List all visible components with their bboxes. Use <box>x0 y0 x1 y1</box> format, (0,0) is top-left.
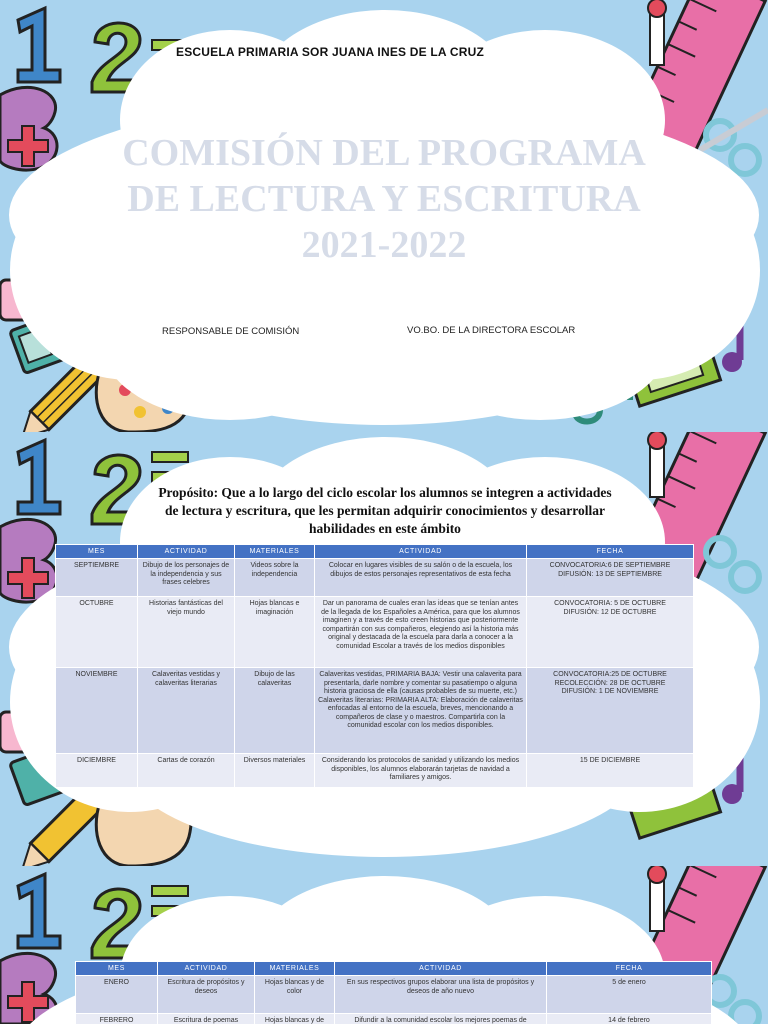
cell-materiales: Dibujo de las calaveritas <box>235 668 315 754</box>
cell-mes: OCTUBRE <box>56 597 138 668</box>
cell-materiales: Videos sobre la independencia <box>235 559 315 597</box>
table-row <box>56 559 694 597</box>
purpose-text: Propósito: Que a lo largo del ciclo escolar los alumnos se integren a actividades de lectura y escritura, que les permitan adquirir conocimientos y desarrollar habilidades en este ámbito <box>158 485 612 536</box>
table-row <box>76 1014 712 1024</box>
cell-materiales: Diversos materiales <box>235 754 315 788</box>
cell-fecha: 5 de enero <box>547 976 712 1014</box>
table-row <box>76 976 712 1014</box>
cell-actividad: Dibujo de los personajes de la independencia y sus frases celebres <box>138 559 235 597</box>
cell-descripcion: En sus respectivos grupos elaborar una lista de propósitos y deseos de año nuevo <box>335 976 547 1014</box>
activity-table-continued <box>75 961 712 1024</box>
cell-fecha: CONVOCATORIA:6 DE SEPTIEMBRE DIFUSIÓN: 13 DE SEPTIEMBRE <box>527 559 694 597</box>
header-actividad: ACTIVIDAD <box>158 962 255 976</box>
header-materiales: MATERIALES <box>235 545 315 559</box>
header-materiales: MATERIALES <box>255 962 335 976</box>
school-name: ESCUELA PRIMARIA SOR JUANA INES DE LA CRUZ <box>176 45 484 59</box>
commission-title <box>60 130 708 268</box>
cell-actividad: Cartas de corazón <box>138 754 235 788</box>
cell-fecha: CONVOCATORIA:25 DE OCTUBRE RECOLECCIÓN: 28 DE OCTUBRE DIFUSIÓN: 1 DE NOVIEMBRE <box>527 668 694 754</box>
equals-sign-icon <box>152 886 188 896</box>
equals-sign-icon <box>152 452 188 462</box>
cell-descripcion: Colocar en lugares visibles de su salón o de la escuela, los dibujos de estos personajes representativos de esta fecha <box>315 559 527 597</box>
cell-materiales: Hojas blancas e imaginación <box>235 597 315 668</box>
table-row <box>56 597 694 668</box>
cell-actividad: Escritura de poemas <box>158 1014 255 1024</box>
activity-table <box>55 544 694 788</box>
paintbrush-icon <box>650 442 664 497</box>
paintbrush-icon <box>650 876 664 931</box>
signature-director-label: VO.BO. DE LA DIRECTORA ESCOLAR <box>407 325 576 336</box>
header-fecha: FECHA <box>547 962 712 976</box>
table-header-row <box>56 545 694 559</box>
cell-mes: NOVIEMBRE <box>56 668 138 754</box>
cell-descripcion: Considerando los protocolos de sanidad y utilizando los medios disponibles, los alumnos elaborarán tarjetas de navidad a familiares y amigos. <box>315 754 527 788</box>
cover-page <box>0 0 768 432</box>
title-line: COMISIÓN DEL PROGRAMA <box>122 132 646 174</box>
cell-mes: FEBRERO <box>76 1014 158 1024</box>
cell-fecha: 15 DE DICIEMBRE <box>527 754 694 788</box>
cell-actividad: Calaveritas vestidas y calaveritas literarias <box>138 668 235 754</box>
cell-fecha: 14 de febrero <box>547 1014 712 1024</box>
cell-descripcion: Calaveritas vestidas, PRIMARIA BAJA: Vestir una calaverita para presentarla, darle nombre y comentar su pasatiempo o alguna historia graciosa de ella (causas probables de su muerte, etc.) Calaveritas literarias: PRIMARIA ALTA: Elaboración de calaveritas enfocadas al entorno de la escuela, breves, mencionando a compañeros de clase y o maestros. Compartirla con la comunidad escolar con los medios disponibles. <box>315 668 527 754</box>
header-actividad-descripcion: ACTIVIDAD <box>335 962 547 976</box>
cell-mes: DICIEMBRE <box>56 754 138 788</box>
table-row <box>56 668 694 754</box>
cell-descripcion: Dar un panorama de cuales eran las ideas que se tenían antes de la llegada de los Españoles a América, para que los alumnos imaginen y a través de esto creen historias que posteriormente compartirán con sus compañeros, elegiendo así la historia más original y destacada de la escuela para darla a conocer a la comunidad Escolar a través de los medios disponibles <box>315 597 527 668</box>
signature-responsible-label: RESPONSABLE DE COMISIÓN <box>162 326 300 337</box>
header-actividad: ACTIVIDAD <box>138 545 235 559</box>
header-actividad-descripcion: ACTIVIDAD <box>315 545 527 559</box>
cell-actividad: Historias fantásticas del viejo mundo <box>138 597 235 668</box>
title-line: 2021-2022 <box>301 224 467 266</box>
cell-materiales: Hojas blancas y de <box>255 1014 335 1024</box>
header-mes: MES <box>56 545 138 559</box>
cell-materiales: Hojas blancas y de color <box>255 976 335 1014</box>
header-fecha: FECHA <box>527 545 694 559</box>
plan-page <box>0 432 768 866</box>
cell-fecha: CONVOCATORIA: 5 DE OCTUBRE DIFUSIÓN: 12 DE OCTUBRE <box>527 597 694 668</box>
table-row <box>56 754 694 788</box>
plan-page-continued <box>0 866 768 1024</box>
title-line: DE LECTURA Y ESCRITURA <box>127 178 641 220</box>
cell-actividad: Escritura de propósitos y deseos <box>158 976 255 1014</box>
header-mes: MES <box>76 962 158 976</box>
cell-mes: ENERO <box>76 976 158 1014</box>
cell-mes: SEPTIEMBRE <box>56 559 138 597</box>
table-header-row <box>76 962 712 976</box>
cell-descripcion: Difundir a la comunidad escolar los mejores poemas de <box>335 1014 547 1024</box>
